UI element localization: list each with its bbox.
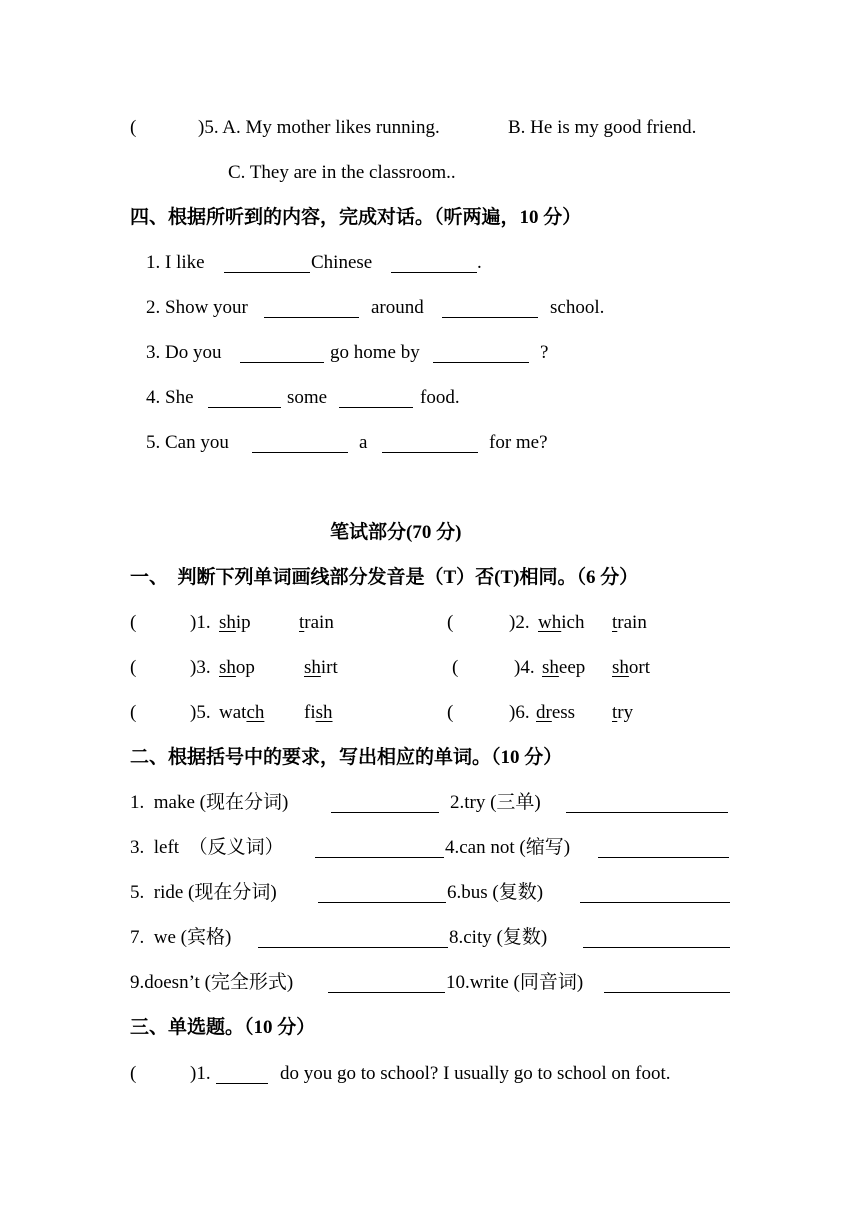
s4-item1-b: Chinese [311,252,373,273]
underlined-letters: t [612,612,618,633]
paren-open: ( [130,117,137,138]
p1-q5-num: )5. [190,702,211,723]
answer-blank[interactable] [328,992,445,993]
paren-open: ( [130,657,137,678]
underlined-letters: sh [315,702,333,723]
section4-title: 四、根据所听到的内容，完成对话。（听两遍，10 分） [130,207,582,228]
q5-option-c: C. They are in the classroom.. [228,162,456,183]
word-suffix: ip [235,612,251,633]
p2-left-7: 7. we (宾格) [130,927,232,948]
answer-blank[interactable] [252,452,348,453]
underlined-letters: sh [219,612,236,633]
underlined-letters: wh [538,612,562,633]
s4-item5-c: for me? [489,432,548,453]
paren-open: ( [447,612,454,633]
part3-title: 三、单选题。（10 分） [130,1017,316,1038]
q5-option-b: B. He is my good friend. [508,117,697,138]
p1-q6-word2 [612,700,633,726]
p1-q3-num: )3. [190,657,211,678]
answer-blank[interactable] [433,362,529,363]
p1-q6-word1 [536,700,575,726]
s4-item3-b: go home by [330,342,420,363]
s4-item4-b: some [287,387,328,408]
underlined-letters: sh [612,657,629,678]
paren-open: ( [130,1063,137,1084]
s4-item2-a: 2. Show your [146,297,248,318]
p2-left-1: 1. make (现在分词) [130,792,289,813]
s4-item2-b: around [371,297,424,318]
p1-q2-word2 [612,610,647,636]
s4-item5-a: 5. Can you [146,432,229,453]
underlined-letters: sh [219,657,236,678]
p1-q2-num: )2. [509,612,530,633]
p2-left-3: 3. left （反义词） [130,837,284,858]
word-suffix: ry [617,702,634,723]
paren-open: ( [447,702,454,723]
p1-q2-word1 [538,610,584,636]
answer-blank[interactable] [315,857,444,858]
word-suffix: eep [558,657,586,678]
s4-item3-c: ? [540,342,549,363]
answer-blank[interactable] [566,812,728,813]
paren-open: ( [130,612,137,633]
q5-option-a: )5. A. My mother likes running. [198,117,440,138]
answer-blank[interactable] [604,992,730,993]
p1-q1-word2 [299,610,334,636]
answer-blank[interactable] [580,902,730,903]
p1-q4-word2 [612,655,650,681]
p2-right-8: 8.city (复数) [449,927,548,948]
answer-blank[interactable] [382,452,478,453]
word-prefix: fi [304,702,316,723]
word-suffix: ort [628,657,651,678]
p2-right-10: 10.write (同音词) [446,972,584,993]
word-suffix: ess [551,702,576,723]
p2-right-4: 4.can not (缩写) [445,837,571,858]
p1-q1-num: )1. [190,612,211,633]
answer-blank[interactable] [224,272,310,273]
word-prefix: wat [219,702,247,723]
s4-item1-a: 1. I like [146,252,205,273]
word-suffix: irt [320,657,338,678]
answer-blank[interactable] [258,947,448,948]
answer-blank[interactable] [216,1083,268,1084]
part2-title: 二、根据括号中的要求，写出相应的单词。（10 分） [130,747,563,768]
underlined-letters: dr [536,702,552,723]
answer-blank[interactable] [583,947,730,948]
s4-item3-a: 3. Do you [146,342,222,363]
word-suffix: rain [304,612,334,633]
p1-q4-word1 [542,655,585,681]
answer-blank[interactable] [318,902,446,903]
p3-q1-text: do you go to school? I usually go to school on foot. [280,1063,671,1084]
answer-blank[interactable] [442,317,538,318]
word-suffix: op [235,657,255,678]
word-suffix: ich [561,612,585,633]
answer-blank[interactable] [339,407,413,408]
answer-blank[interactable] [391,272,477,273]
p2-left-5: 5. ride (现在分词) [130,882,277,903]
s4-item1-c: . [477,252,482,273]
paren-open: ( [452,657,459,678]
p1-q3-word1 [219,655,255,681]
p1-q5-word1 [219,700,264,726]
answer-blank[interactable] [208,407,281,408]
p2-left-9: 9.doesn’t (完全形式) [130,972,294,993]
part1-title: 一、 判断下列单词画线部分发音是（T）否(T)相同。（6 分） [130,567,639,588]
underlined-letters: sh [304,657,321,678]
s4-item4-c: food. [420,387,460,408]
answer-blank[interactable] [598,857,729,858]
word-suffix: rain [617,612,647,633]
underlined-letters: ch [246,702,265,723]
answer-blank[interactable] [331,812,439,813]
underlined-letters: sh [542,657,559,678]
p2-right-2: 2.try (三单) [450,792,541,813]
underlined-letters: t [299,612,305,633]
p1-q6-num: )6. [509,702,530,723]
p1-q5-word2 [304,700,333,726]
p1-q1-word1 [219,610,251,636]
answer-blank[interactable] [264,317,359,318]
p2-right-6: 6.bus (复数) [447,882,544,903]
answer-blank[interactable] [240,362,324,363]
p3-q1-num: )1. [190,1063,211,1084]
paren-open: ( [130,702,137,723]
s4-item2-c: school. [550,297,605,318]
underlined-letters: t [612,702,618,723]
s4-item5-b: a [359,432,368,453]
s4-item4-a: 4. She [146,387,194,408]
p1-q4-num: )4. [514,657,535,678]
p1-q3-word2 [304,655,338,681]
written-part-title: 笔试部分(70 分) [330,522,462,543]
